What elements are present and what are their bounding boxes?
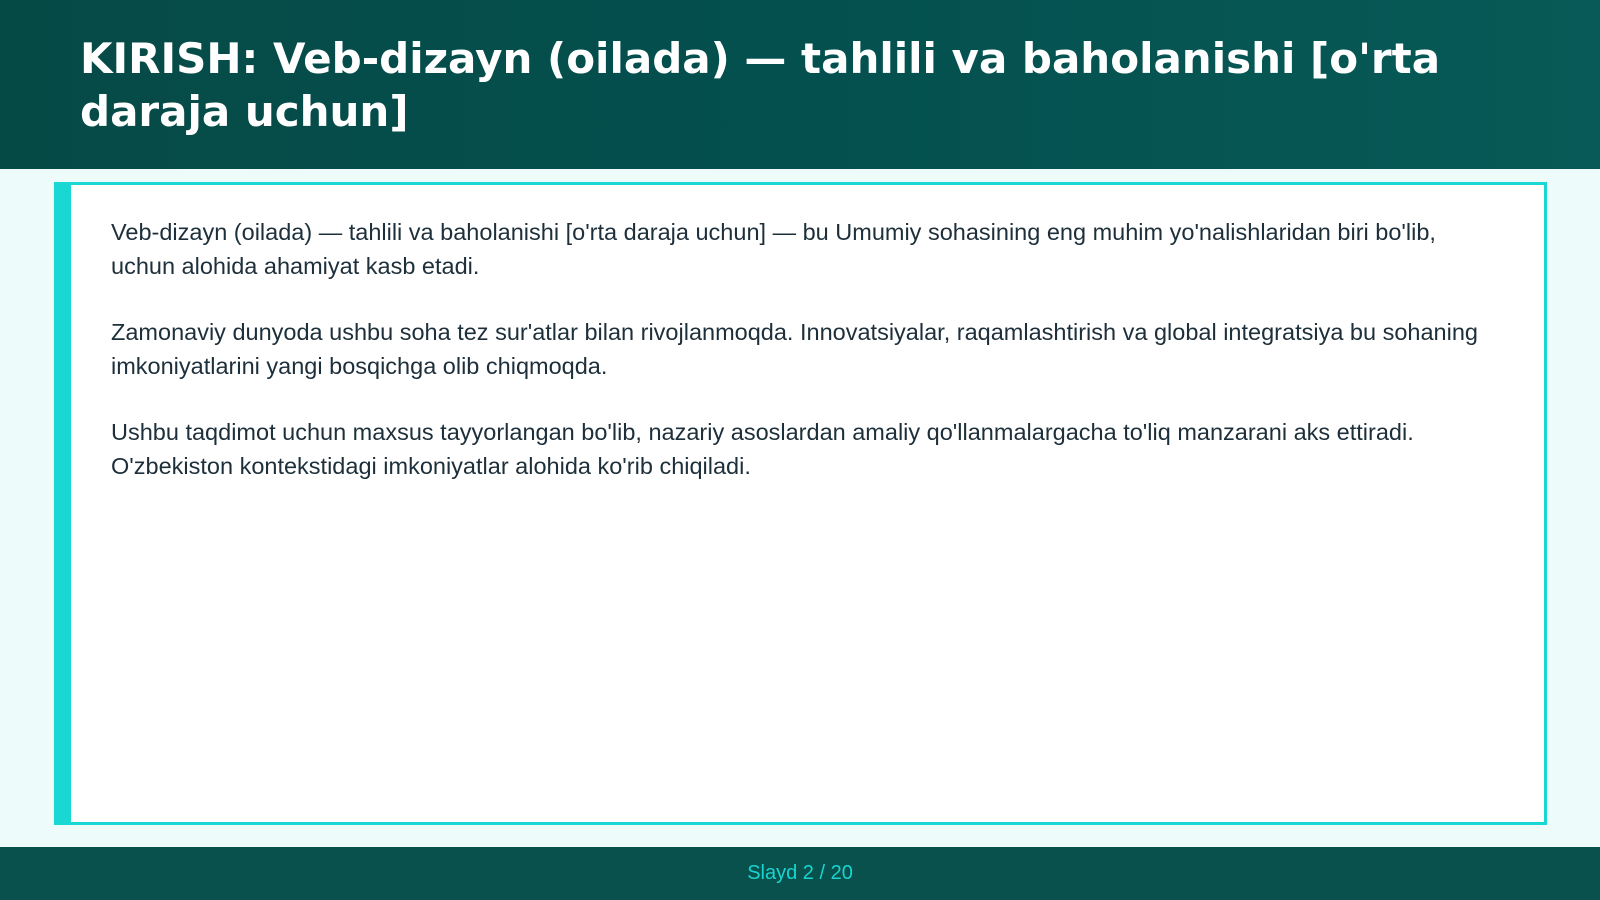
slide-counter: Slayd 2 / 20 [747, 862, 853, 884]
paragraph-presentation: Ushbu taqdimot uchun maxsus tayyorlangan bo'lib, nazariy asoslardan amaliy qo'llanmalargacha to'liq manzarani aks ettiradi. O'zbekiston kontekstidagi imkoniyatlar alohida ko'rib chiqiladi. [111, 419, 1414, 479]
slide-title: KIRISH: Veb-dizayn (oilada) — tahlili va baholanishi [o'rta daraja uchun] [80, 34, 1441, 136]
paragraph-modern: Zamonaviy dunyoda ushbu soha tez sur'atlar bilan rivojlanmoqda. Innovatsiyalar, raqamlashtirish va global integratsiya bu sohaning imkoniyatlarini yangi bosqichga olib chiqmoqda. [111, 319, 1478, 379]
content-box [54, 182, 1547, 825]
paragraph-intro: Veb-dizayn (oilada) — tahlili va baholanishi [o'rta daraja uchun] — bu Umumiy sohasining eng muhim yo'nalishlaridan biri bo'lib, uchun alohida ahamiyat kasb etadi. [111, 219, 1436, 279]
slide-footer [0, 847, 1600, 900]
slide-header [0, 0, 1600, 169]
